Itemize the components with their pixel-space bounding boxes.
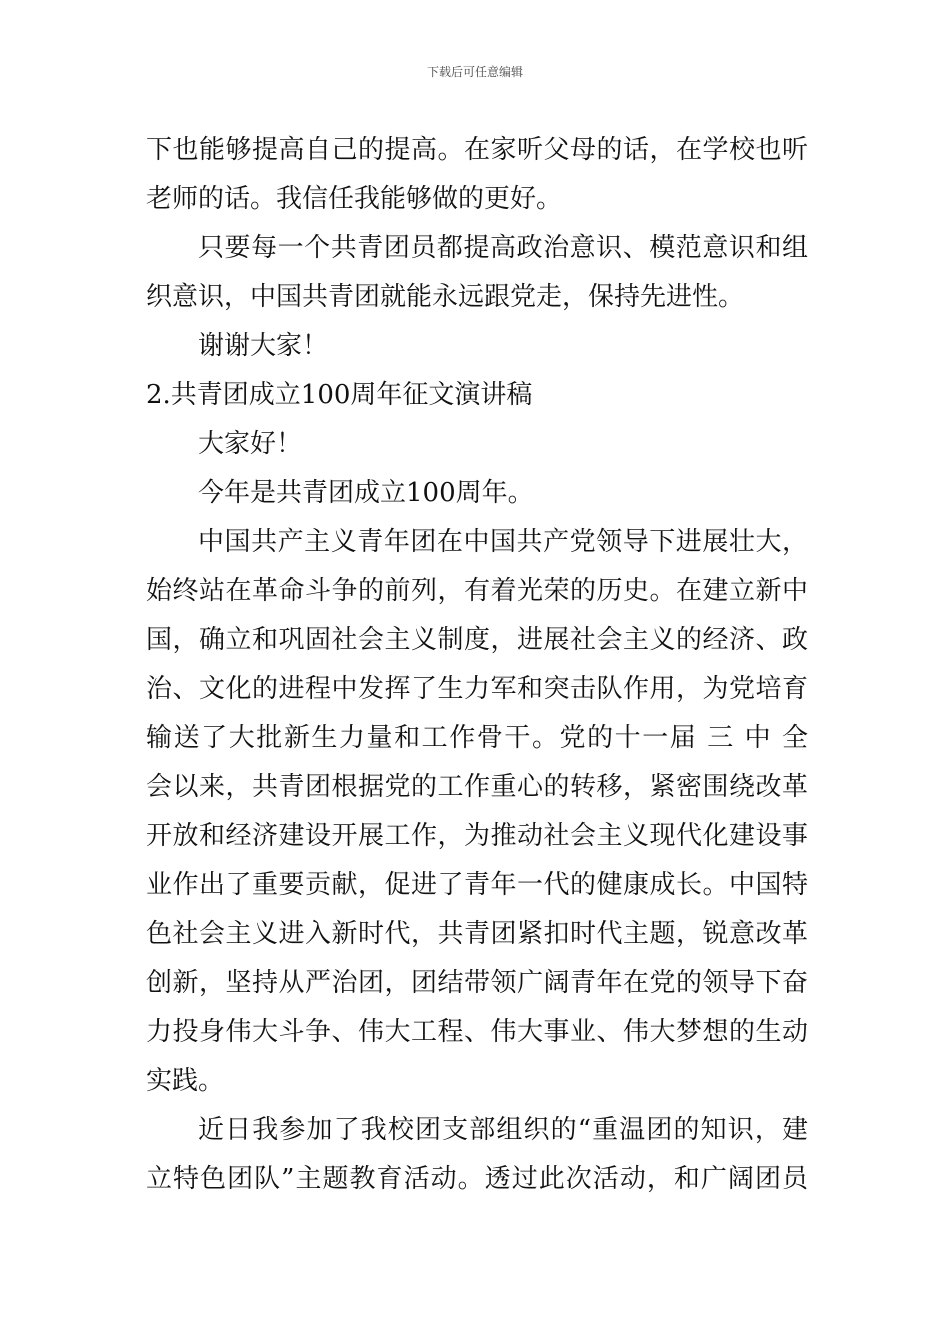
text-line: 力投身伟大斗争、伟大工程、伟大事业、伟大梦想的生动	[146, 1017, 808, 1047]
text-line: 织意识，中国共青团就能永远跟党走，保持先进性。	[146, 282, 745, 312]
text-line: 业作出了重要贡献，促进了青年一代的健康成长。中国特	[146, 870, 808, 900]
document-body	[146, 126, 808, 1204]
text-line: 实践。	[146, 1066, 225, 1096]
text-line: 谢谢大家！	[198, 331, 329, 361]
section-heading: 2.共青团成立100周年征文演讲稿	[146, 380, 533, 410]
text-line: 色社会主义进入新时代，共青团紧扣时代主题，锐意改革	[146, 919, 808, 949]
text-line: 治、文化的进程中发挥了生力军和突击队作用，为党培育	[146, 674, 808, 704]
text-line: 立特色团队”主题教育活动。透过此次活动，和广阔团员	[146, 1164, 808, 1194]
text-line: 下也能够提高自己的提高。在家听父母的话，在学校也听	[146, 135, 808, 165]
page-header: 下载后可任意编辑	[426, 65, 523, 79]
text-line: 老师的话。我信任我能够做的更好。	[146, 184, 563, 214]
text-line: 只要每一个共青团员都提高政治意识、模范意识和组	[198, 233, 808, 263]
text-line: 会以来，共青团根据党的工作重心的转移，紧密围绕改革	[146, 772, 808, 802]
text-line: 输送了大批新生力量和工作骨干。党的十一届 三 中 全	[146, 723, 808, 753]
text-line: 今年是共青团成立100周年。	[198, 478, 534, 508]
text-line: 大家好！	[198, 429, 303, 459]
text-line: 国，确立和巩固社会主义制度，进展社会主义的经济、政	[146, 625, 808, 655]
text-line: 开放和经济建设开展工作，为推动社会主义现代化建设事	[146, 821, 808, 851]
text-line: 中国共产主义青年团在中国共产党领导下进展壮大，	[198, 527, 808, 557]
text-line: 近日我参加了我校团支部组织的“重温团的知识，建	[198, 1115, 808, 1145]
text-line: 创新，坚持从严治团，团结带领广阔青年在党的领导下奋	[146, 968, 808, 998]
text-line: 始终站在革命斗争的前列，有着光荣的历史。在建立新中	[146, 576, 808, 606]
